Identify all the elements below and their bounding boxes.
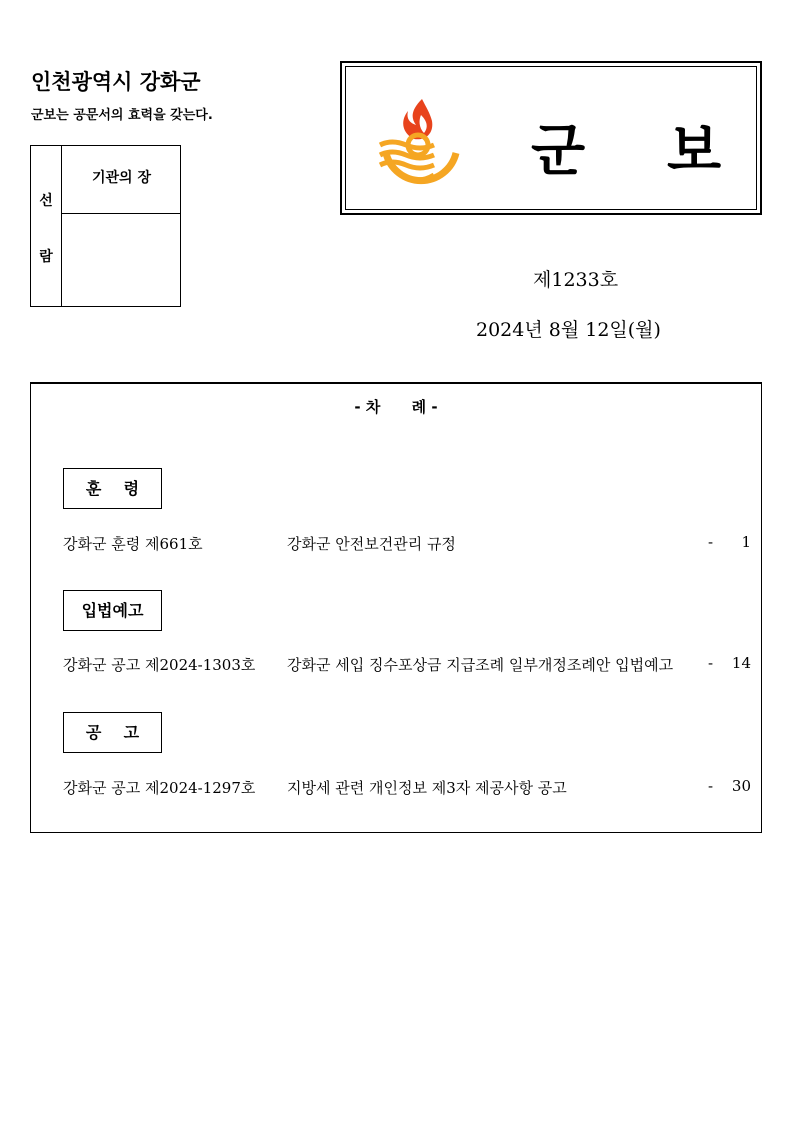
table-of-contents bbox=[30, 382, 762, 833]
entry-title: 강화군 세입 징수포상금 지급조례 일부개정조례안 입법예고 bbox=[287, 656, 674, 674]
entry-title: 강화군 안전보건관리 규정 bbox=[287, 535, 456, 553]
entry-leader-dash: - bbox=[708, 654, 714, 672]
review-approval-box bbox=[30, 145, 181, 307]
masthead bbox=[340, 61, 762, 215]
entry-doc-number: 강화군 공고 제2024-1297호 bbox=[63, 779, 256, 797]
masthead-title-char-2: 보 bbox=[667, 119, 722, 184]
issuer-note: 군보는 공문서의 효력을 갖는다. bbox=[31, 108, 213, 123]
review-side-char-2: 람 bbox=[39, 249, 53, 265]
entry-leader-dash: - bbox=[708, 533, 714, 551]
entry-page-number: 14 bbox=[731, 654, 751, 672]
masthead-title-char-1: 군 bbox=[531, 119, 586, 184]
entry-leader-dash: - bbox=[708, 777, 714, 795]
toc-title: - 차 례 - bbox=[354, 398, 438, 416]
issue-number: 제1233호 bbox=[533, 269, 619, 291]
section-label-legislative-notice: 입법예고 bbox=[63, 590, 162, 631]
review-side-column bbox=[31, 146, 62, 306]
masthead-inner-frame bbox=[345, 66, 757, 210]
issue-date: 2024년 8월 12일(월) bbox=[476, 319, 661, 341]
entry-doc-number: 강화군 공고 제2024-1303호 bbox=[63, 656, 256, 674]
toc-entry[interactable] bbox=[63, 654, 751, 674]
county-emblem-flame-icon bbox=[372, 95, 462, 185]
toc-entry[interactable] bbox=[63, 777, 751, 797]
entry-page-number: 30 bbox=[731, 777, 751, 795]
review-head-label: 기관의 장 bbox=[92, 170, 151, 186]
section-label-public-notice: 공 고 bbox=[63, 712, 162, 753]
entry-title: 지방세 관련 개인정보 제3자 제공사항 공고 bbox=[287, 779, 567, 797]
entry-doc-number: 강화군 훈령 제661호 bbox=[63, 535, 203, 553]
entry-page-number: 1 bbox=[741, 533, 751, 551]
section-label-ordinance: 훈 령 bbox=[63, 468, 162, 509]
review-head-cell bbox=[62, 146, 181, 214]
review-side-char-1: 선 bbox=[39, 193, 53, 209]
toc-entry[interactable] bbox=[63, 533, 751, 553]
issuer-name: 인천광역시 강화군 bbox=[31, 70, 201, 94]
